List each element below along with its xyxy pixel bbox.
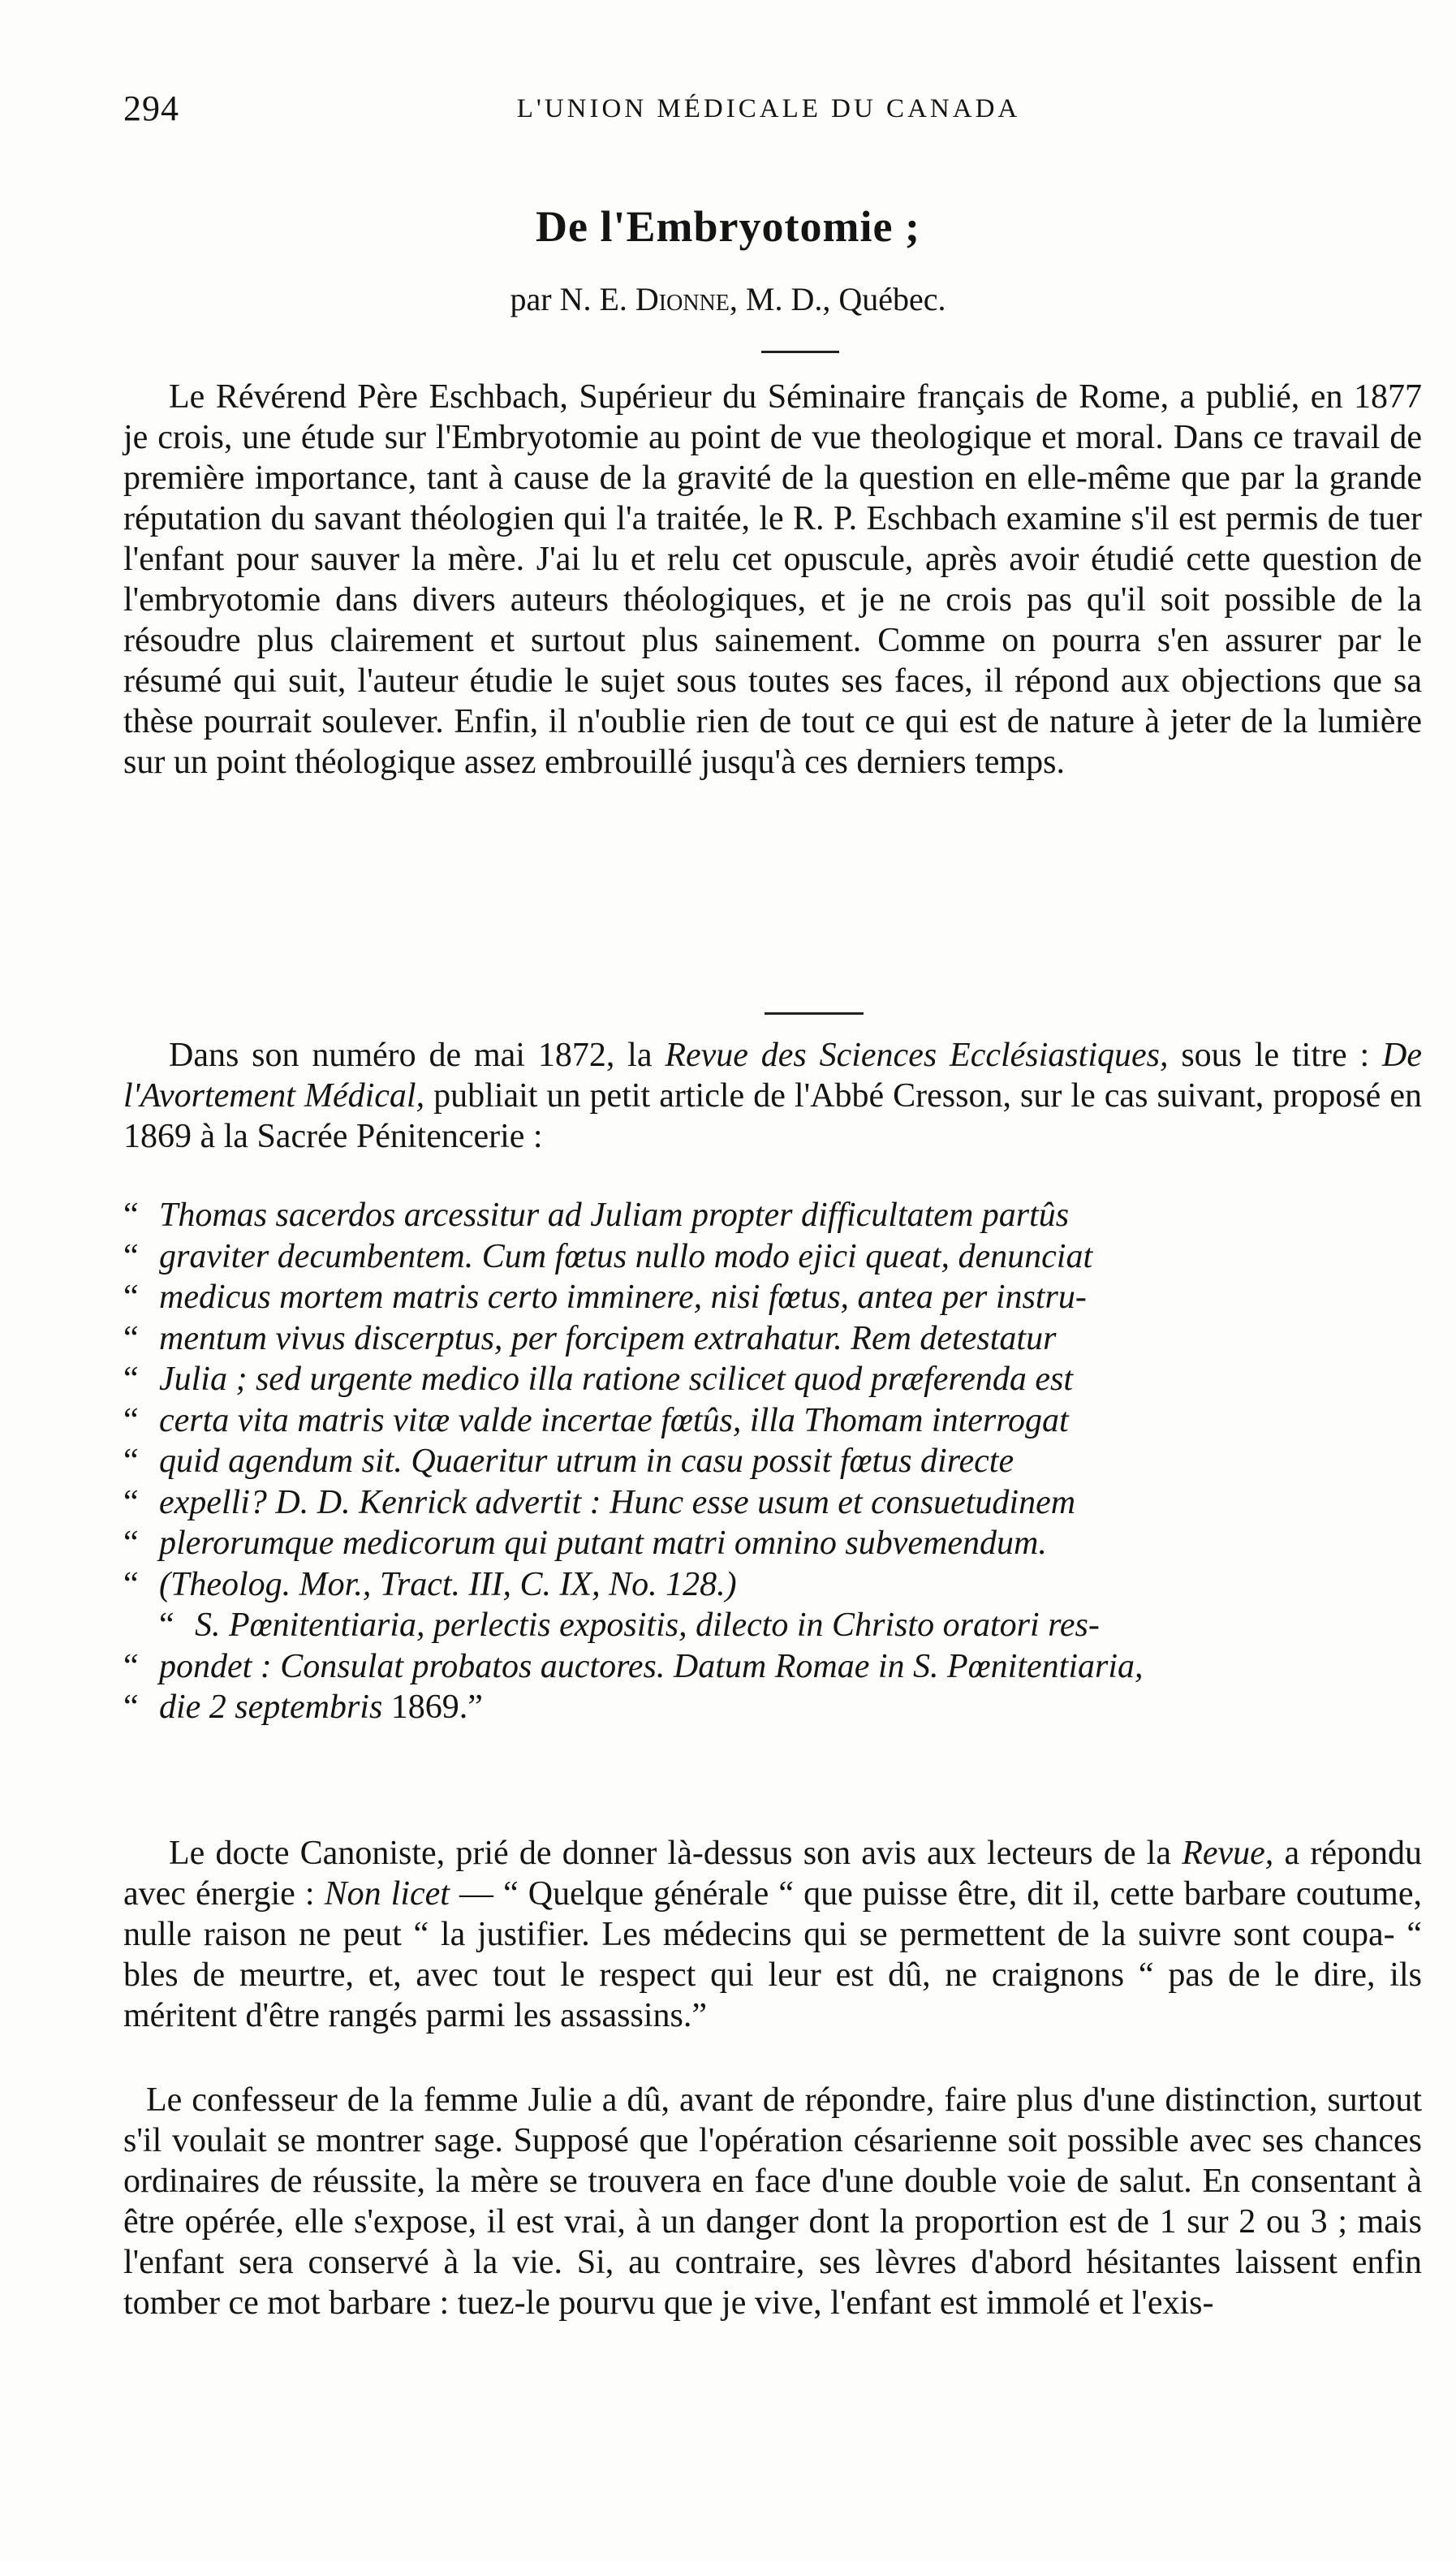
- quote-text: graviter decumbentem. Cum fœtus nullo modo ejici queat, denunciat: [159, 1237, 1093, 1275]
- quote-text: S. Pœnitentiaria, perlectis expositis, dilecto in Christo oratori res-: [195, 1607, 1100, 1644]
- quote-line: [123, 1441, 1422, 1482]
- quote-mark: “: [123, 1689, 139, 1726]
- docte-text-c: — “ Quelque générale “ que puisse être, dit il, cette barbare coutume, nulle raison ne peut “ la justifier. Les médecins qui se permettent de la suivre sont coupa- “ bles de meurtre, et, avec tout le respect qui leur est dû, ne craignons “ pas de le dire, ils méritent d'être rangés parmi les assassins.”: [123, 1875, 1422, 2034]
- quote-mark: “: [123, 1565, 139, 1603]
- article-reference-title: De l'Avortement Médical,: [123, 1037, 1423, 1115]
- quote-mark: “: [123, 1401, 139, 1439]
- quote-text: Thomas sacerdos arcessitur ad Juliam propter difficultatem partûs: [159, 1197, 1070, 1234]
- quote-text: plerorumque medicorum qui putant matri omnino subvemendum.: [159, 1525, 1047, 1562]
- running-head: L'UNION MÉDICALE DU CANADA: [516, 94, 1021, 123]
- quote-line: [123, 1523, 1422, 1564]
- quote-line: [123, 1318, 1422, 1360]
- quote-line: [123, 1605, 1422, 1646]
- journal-name: Revue des Sciences Ecclésiastiques,: [665, 1037, 1169, 1074]
- quote-line: [123, 1482, 1422, 1524]
- quote-mark: “: [123, 1525, 139, 1562]
- byline-suffix: , M. D., Québec.: [729, 281, 946, 317]
- quote-line: [123, 1195, 1422, 1236]
- byline-prefix: par N. E.: [510, 281, 635, 317]
- quote-mark: “: [123, 1443, 139, 1480]
- quote-text: pondet : Consulat probatos auctores. Datum Romae in S. Pœnitentiaria,: [159, 1647, 1144, 1685]
- quote-line: [123, 1564, 1422, 1606]
- revue-paragraph: [123, 1035, 1422, 1157]
- canonist-paragraph: [123, 1833, 1422, 2036]
- quote-line: [123, 1277, 1422, 1318]
- quote-text: mentum vivus discerptus, per forcipem extrahatur. Rem detestatur: [159, 1319, 1057, 1357]
- quote-line: [123, 1400, 1422, 1442]
- page-number: 294: [123, 88, 179, 128]
- quote-text: quid agendum sit. Quaeritur utrum in casu possit fœtus directe: [159, 1443, 1014, 1480]
- latin-quote-block: [123, 1195, 1422, 1728]
- quote-text: medicus mortem matris certo imminere, nisi fœtus, antea per instru-: [159, 1279, 1087, 1316]
- byline-author: Dionne: [635, 281, 730, 317]
- intro-paragraph: Le Révérend Père Eschbach, Supérieur du Séminaire français de Rome, a publié, en 1877 je crois, une étude sur l'Embryotomie au point de vue theologique et moral. Dans ce travail de première importance, tant à cause de la gravité de la question en elle-même que par la grande réputation du savant théologien qui l'a traitée, le R. P. Eschbach examine s'il est permis de tuer l'enfant pour sauver la mère. J'ai lu et relu cet opuscule, après avoir étudié cette question de l'embryotomie dans divers auteurs théologiques, et je ne crois pas qu'il soit possible de la résoudre plus clairement et surtout plus sainement. Comme on pourra s'en assurer par le résumé qui suit, l'auteur étudie le sujet sous toutes ses faces, il répond aux objections que sa thèse pourrait soulever. Enfin, il n'oublie rien de tout ce qui est de nature à jeter de la lumière sur un point théologique assez embrouillé jusqu'à ces derniers temps.: [123, 378, 1422, 781]
- section-rule: [761, 351, 839, 353]
- quote-line: [123, 1646, 1422, 1688]
- quote-tail: 1869.”: [382, 1689, 483, 1726]
- quote-text: Julia ; sed urgente medico illa ratione scilicet quod præferenda est: [159, 1361, 1074, 1398]
- docte-text-b: a répondu avec énergie :: [123, 1835, 1422, 1913]
- quote-mark: “: [123, 1483, 139, 1521]
- quote-text: die 2 septembris: [159, 1689, 383, 1726]
- section-rule: [765, 1012, 864, 1015]
- quote-line: [123, 1236, 1422, 1278]
- quote-line: [123, 1687, 1422, 1728]
- docte-text-a: Le docte Canoniste, prié de donner là-dessus son avis aux lecteurs de la: [169, 1835, 1182, 1872]
- revue-text-a: Dans son numéro de mai 1872, la: [169, 1037, 666, 1074]
- quote-mark: “: [123, 1361, 139, 1398]
- quote-line: [123, 1359, 1422, 1400]
- quote-text: expelli? D. D. Kenrick advertit : Hunc esse usum et consuetudinem: [159, 1483, 1076, 1521]
- quote-mark: “: [123, 1197, 139, 1234]
- non-licet-italic: Non licet: [324, 1875, 450, 1913]
- quote-text: certa vita matris vitæ valde incertae fœtûs, illa Thomam interrogat: [159, 1401, 1069, 1439]
- quote-mark: “: [123, 1319, 139, 1357]
- article-title: De l'Embryotomie ;: [536, 202, 920, 251]
- page-header: [123, 88, 1414, 136]
- quote-mark: “: [123, 1647, 139, 1685]
- revue-text-c: publiait un petit article de l'Abbé Cresson, sur le cas suivant, proposé en 1869 à la Sacrée Pénitencerie :: [123, 1077, 1422, 1155]
- revue-italic: Revue,: [1182, 1835, 1274, 1872]
- quote-text: (Theolog. Mor., Tract. III, C. IX, No. 128.): [159, 1565, 737, 1603]
- quote-mark: “: [123, 1237, 139, 1275]
- confessor-paragraph: Le confesseur de la femme Julie a dû, avant de répondre, faire plus d'une distinction, surtout s'il voulait se montrer sage. Supposé que l'opération césarienne soit possible avec ses chances ordinaires de réussite, la mère se trouvera en face d'une double voie de salut. En consentant à être opérée, elle s'expose, il est vrai, à un danger dont la proportion est de 1 sur 2 ou 3 ; mais l'enfant sera conservé à la vie. Si, au contraire, ses lèvres d'abord hésitantes laissent enfin tomber ce mot barbare : tuez-le pourvu que je vive, l'enfant est immolé et l'exis-: [123, 2081, 1422, 2322]
- revue-text-b: sous le titre :: [1168, 1037, 1383, 1074]
- quote-mark: “: [159, 1607, 174, 1644]
- article-byline: [0, 280, 1456, 318]
- quote-mark: “: [123, 1279, 139, 1316]
